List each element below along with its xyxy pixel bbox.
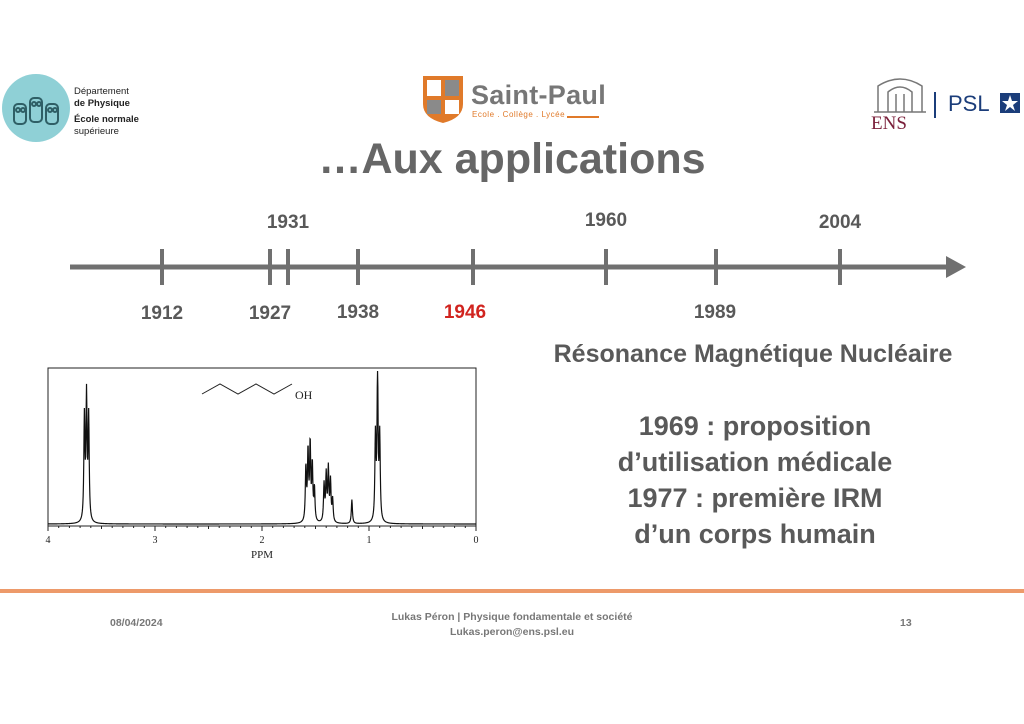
nmr-heading: Résonance Magnétique Nucléaire	[553, 340, 953, 368]
year-1960: 1960	[584, 210, 628, 231]
saint-paul-logo	[421, 74, 611, 126]
year-1931: 1931	[266, 212, 310, 233]
molecule-structure	[202, 384, 292, 394]
dept-physique-logo	[2, 74, 142, 144]
application-line-1: 1969 : proposition	[638, 411, 872, 441]
footer-author-line: Lukas Péron | Physique fondamentale et société	[391, 611, 633, 623]
saint-paul-underline	[567, 116, 599, 118]
psl-star-icon	[999, 92, 1021, 114]
footer-author	[312, 610, 712, 640]
year-1927: 1927	[248, 303, 292, 324]
x-tick-label-1: 1	[366, 535, 372, 546]
application-line-4: d’un corps humain	[634, 519, 876, 549]
ens-building-icon	[870, 74, 930, 114]
year-2004: 2004	[818, 212, 862, 233]
footer-date: 08/04/2024	[110, 617, 163, 629]
timeline-arrow-icon	[946, 256, 966, 278]
application-line-2: d’utilisation médicale	[617, 447, 893, 477]
saint-paul-shield-icon	[421, 74, 465, 124]
saint-paul-subtitle: Ecole . Collège . Lycée	[472, 110, 566, 119]
year-1912: 1912	[140, 303, 184, 324]
dept-line-1: Département	[74, 86, 129, 97]
psl-divider	[934, 92, 936, 118]
year-1989: 1989	[693, 302, 737, 323]
year-1946-highlight: 1946	[443, 302, 487, 323]
footer-page-number: 13	[900, 617, 912, 629]
year-1938: 1938	[336, 302, 380, 323]
footer-divider	[0, 589, 1024, 593]
dept-line-4: supérieure	[74, 126, 119, 137]
nmr-spectrum-chart	[30, 362, 492, 572]
x-tick-label-3: 3	[152, 535, 158, 546]
saint-paul-name: Saint-Paul	[471, 80, 607, 110]
application-line-3: 1977 : première IRM	[627, 483, 883, 513]
x-tick-label-4: 4	[45, 535, 51, 546]
owl-logo-icon	[2, 74, 70, 142]
slide-title: …Aux applications	[318, 135, 706, 183]
applications-text	[560, 408, 950, 552]
x-tick-label-2: 2	[259, 535, 265, 546]
dept-line-3: École normale	[74, 114, 139, 125]
spectrum-series-line	[48, 371, 476, 524]
ens-psl-logo	[868, 72, 1024, 136]
x-tick-label-0: 0	[473, 535, 479, 546]
psl-label: PSL	[948, 91, 990, 116]
x-axis-label: PPM	[250, 549, 274, 561]
molecule-oh-label: OH	[295, 388, 313, 402]
dept-line-2: de Physique	[74, 98, 130, 109]
ens-label: ENS	[871, 113, 907, 134]
timeline	[0, 230, 1024, 310]
footer-email: Lukas.peron@ens.psl.eu	[449, 626, 575, 638]
chart-frame	[48, 368, 476, 526]
